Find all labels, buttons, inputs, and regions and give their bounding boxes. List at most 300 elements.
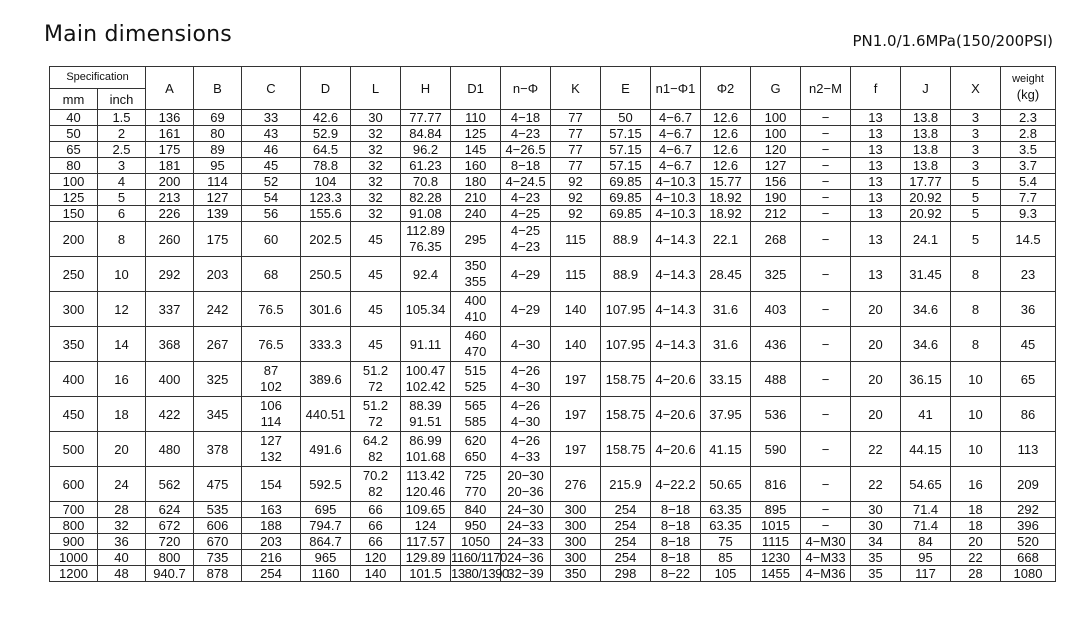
table-cell: 8−22 <box>651 566 701 582</box>
cell-line: 88.39 <box>409 398 442 413</box>
table-cell: 18.92 <box>701 190 751 206</box>
table-cell <box>451 292 501 327</box>
table-cell: 28.45 <box>701 257 751 292</box>
table-cell: 422 <box>146 397 194 432</box>
table-cell: 389.6 <box>301 362 351 397</box>
table-cell: 32 <box>351 206 401 222</box>
table-cell: 5 <box>951 222 1001 257</box>
table-row <box>50 502 1056 518</box>
table-cell: 254 <box>601 534 651 550</box>
table-cell: 200 <box>50 222 98 257</box>
table-cell: 292 <box>1001 502 1056 518</box>
table-cell: 23 <box>1001 257 1056 292</box>
table-cell: 4−14.3 <box>651 327 701 362</box>
table-cell: 488 <box>751 362 801 397</box>
table-cell: 18 <box>951 502 1001 518</box>
table-cell: 5.4 <box>1001 174 1056 190</box>
table-cell: 85 <box>701 550 751 566</box>
table-cell: 156 <box>751 174 801 190</box>
table-cell: 436 <box>751 327 801 362</box>
table-cell: 68 <box>242 257 301 292</box>
table-cell: 210 <box>451 190 501 206</box>
table-cell: 4−25 <box>501 206 551 222</box>
table-cell: 24−36 <box>501 550 551 566</box>
cell-line: 70.2 <box>362 468 389 483</box>
table-cell: 1230 <box>751 550 801 566</box>
table-cell: 84 <box>901 534 951 550</box>
table-cell: 63.35 <box>701 502 751 518</box>
table-cell: 77 <box>551 142 601 158</box>
cell-line: 650 <box>464 449 487 464</box>
table-cell: − <box>801 502 851 518</box>
table-cell: 735 <box>194 550 242 566</box>
table-cell: 3 <box>951 142 1001 158</box>
table-cell: 8 <box>951 292 1001 327</box>
table-cell: 695 <box>301 502 351 518</box>
table-cell: 104 <box>301 174 351 190</box>
table-cell: 197 <box>551 397 601 432</box>
table-cell: 240 <box>451 206 501 222</box>
table-cell <box>401 467 451 502</box>
table-cell <box>401 432 451 467</box>
table-cell: 8−18 <box>501 158 551 174</box>
table-cell: 13.8 <box>901 110 951 126</box>
table-cell: 403 <box>751 292 801 327</box>
table-cell: 33 <box>242 110 301 126</box>
table-cell: 30 <box>351 110 401 126</box>
table-cell: 276 <box>551 467 601 502</box>
table-cell: 4−6.7 <box>651 142 701 158</box>
cell-line: 4−33 <box>510 449 541 464</box>
cell-line: 101.68 <box>405 449 446 464</box>
table-cell: 18 <box>98 397 146 432</box>
table-cell: 22.1 <box>701 222 751 257</box>
table-cell: 75 <box>701 534 751 550</box>
table-cell <box>351 467 401 502</box>
table-row <box>50 257 1056 292</box>
cell-line: 585 <box>464 414 487 429</box>
table-row <box>50 206 1056 222</box>
table-cell: 345 <box>194 397 242 432</box>
table-cell: 139 <box>194 206 242 222</box>
table-row <box>50 550 1056 566</box>
table-row <box>50 566 1056 582</box>
table-row <box>50 432 1056 467</box>
table-cell: 107.95 <box>601 327 651 362</box>
column-header: n−Φ <box>501 67 551 110</box>
table-cell: 4−M30 <box>801 534 851 550</box>
table-cell: 4−18 <box>501 110 551 126</box>
table-cell: 114 <box>194 174 242 190</box>
table-cell: 117.57 <box>401 534 451 550</box>
table-cell: 88.9 <box>601 257 651 292</box>
table-cell: 115 <box>551 257 601 292</box>
table-cell: 2.3 <box>1001 110 1056 126</box>
table-cell: 54 <box>242 190 301 206</box>
table-cell: 624 <box>146 502 194 518</box>
table-cell: 440.51 <box>301 397 351 432</box>
table-cell: 32 <box>351 126 401 142</box>
table-cell: 66 <box>351 534 401 550</box>
table-cell: 4−M36 <box>801 566 851 582</box>
table-cell: 86 <box>1001 397 1056 432</box>
cell-line: 120.46 <box>405 484 446 499</box>
table-cell: 140 <box>551 327 601 362</box>
table-cell: 864.7 <box>301 534 351 550</box>
cell-line: 91.51 <box>409 414 442 429</box>
table-cell: 1000 <box>50 550 98 566</box>
table-cell: 129.89 <box>401 550 451 566</box>
table-cell: 80 <box>194 126 242 142</box>
table-cell: 57.15 <box>601 142 651 158</box>
table-cell: 13 <box>851 110 901 126</box>
column-header: C <box>242 67 301 110</box>
cell-line: 4−30 <box>510 379 541 394</box>
table-cell: − <box>801 432 851 467</box>
table-cell: 28 <box>98 502 146 518</box>
table-cell: 3.7 <box>1001 158 1056 174</box>
table-cell: 20 <box>98 432 146 467</box>
table-cell: 13.8 <box>901 158 951 174</box>
table-cell: 2.8 <box>1001 126 1056 142</box>
table-cell: 300 <box>551 518 601 534</box>
column-header: K <box>551 67 601 110</box>
cell-line: 350 <box>464 258 487 273</box>
table-cell <box>451 432 501 467</box>
table-cell <box>501 397 551 432</box>
table-cell: 3 <box>98 158 146 174</box>
cell-line: 51.2 <box>362 363 389 378</box>
table-cell: 4−29 <box>501 257 551 292</box>
table-cell <box>501 222 551 257</box>
cell-line: 51.2 <box>362 398 389 413</box>
cell-line: 132 <box>260 449 282 464</box>
table-cell: 700 <box>50 502 98 518</box>
table-cell: − <box>801 126 851 142</box>
table-cell: − <box>801 518 851 534</box>
table-cell: 45 <box>351 257 401 292</box>
table-cell: 123.3 <box>301 190 351 206</box>
table-cell: − <box>801 397 851 432</box>
table-cell: 100 <box>751 110 801 126</box>
table-cell: 300 <box>551 550 601 566</box>
table-cell: 4−24.5 <box>501 174 551 190</box>
table-cell: 9.3 <box>1001 206 1056 222</box>
table-cell: 35 <box>851 566 901 582</box>
cell-line: 72 <box>368 379 383 394</box>
table-cell: 5 <box>951 206 1001 222</box>
table-cell: 4−10.3 <box>651 190 701 206</box>
weight-unit: (kg) <box>1016 87 1040 102</box>
table-cell: 480 <box>146 432 194 467</box>
table-cell <box>501 362 551 397</box>
table-cell: 95 <box>901 550 951 566</box>
table-cell: 209 <box>1001 467 1056 502</box>
table-cell: 69.85 <box>601 174 651 190</box>
table-cell: 5 <box>98 190 146 206</box>
table-cell: 92 <box>551 206 601 222</box>
inch-header: inch <box>98 89 146 110</box>
table-row <box>50 327 1056 362</box>
cell-line: 565 <box>464 398 487 413</box>
table-cell: 536 <box>751 397 801 432</box>
cell-line: 64.2 <box>362 433 389 448</box>
cell-line: 460 <box>464 328 487 343</box>
table-cell: 109.65 <box>401 502 451 518</box>
table-cell: 50 <box>50 126 98 142</box>
table-cell: 36 <box>1001 292 1056 327</box>
table-cell: 77.77 <box>401 110 451 126</box>
table-cell: 1015 <box>751 518 801 534</box>
table-cell: 3 <box>951 110 1001 126</box>
column-header: G <box>751 67 801 110</box>
table-cell: 13 <box>851 190 901 206</box>
cell-line: 100.47 <box>405 363 446 378</box>
cell-line: 525 <box>464 379 487 394</box>
table-cell: 32 <box>351 142 401 158</box>
table-cell: 8 <box>98 222 146 257</box>
table-cell: 160 <box>451 158 501 174</box>
table-cell: 592.5 <box>301 467 351 502</box>
table-cell: 34.6 <box>901 292 951 327</box>
table-cell: 71.4 <box>901 518 951 534</box>
table-cell: 71.4 <box>901 502 951 518</box>
table-cell: 92 <box>551 174 601 190</box>
table-cell: − <box>801 190 851 206</box>
table-cell: 950 <box>451 518 501 534</box>
table-cell: − <box>801 467 851 502</box>
table-cell: 295 <box>451 222 501 257</box>
table-cell: 113 <box>1001 432 1056 467</box>
table-cell: 10 <box>98 257 146 292</box>
table-cell: − <box>801 110 851 126</box>
table-cell: 878 <box>194 566 242 582</box>
table-cell: 13 <box>851 142 901 158</box>
dimensions-table <box>49 66 1056 582</box>
table-cell: 450 <box>50 397 98 432</box>
table-cell: 12.6 <box>701 110 751 126</box>
table-cell: 670 <box>194 534 242 550</box>
table-cell: 181 <box>146 158 194 174</box>
table-cell: 28 <box>951 566 1001 582</box>
table-cell: 13 <box>851 206 901 222</box>
table-cell: 337 <box>146 292 194 327</box>
table-cell: 140 <box>551 292 601 327</box>
table-cell: 16 <box>951 467 1001 502</box>
table-cell: 48 <box>98 566 146 582</box>
table-cell: 325 <box>751 257 801 292</box>
table-cell: 378 <box>194 432 242 467</box>
table-cell: 267 <box>194 327 242 362</box>
cell-line: 112.89 <box>406 223 445 238</box>
table-cell: 350 <box>551 566 601 582</box>
table-cell: − <box>801 257 851 292</box>
table-cell: 10 <box>951 432 1001 467</box>
table-cell: 333.3 <box>301 327 351 362</box>
specification-header: Specification <box>50 67 146 89</box>
table-cell: 500 <box>50 432 98 467</box>
table-cell: 17.77 <box>901 174 951 190</box>
table-row <box>50 362 1056 397</box>
table-cell: 161 <box>146 126 194 142</box>
table-cell: 105 <box>701 566 751 582</box>
table-cell: 13.8 <box>901 126 951 142</box>
table-cell: 77 <box>551 158 601 174</box>
table-cell: 22 <box>851 432 901 467</box>
table-cell: 163 <box>242 502 301 518</box>
table-cell <box>351 432 401 467</box>
cell-line: 82 <box>368 449 383 464</box>
table-cell: 45 <box>1001 327 1056 362</box>
table-cell: 4−20.6 <box>651 362 701 397</box>
table-cell: 212 <box>751 206 801 222</box>
table-cell: 65 <box>50 142 98 158</box>
table-cell: 42.6 <box>301 110 351 126</box>
table-cell: 965 <box>301 550 351 566</box>
table-cell: 12.6 <box>701 142 751 158</box>
table-cell: 92 <box>551 190 601 206</box>
table-cell: 50 <box>601 110 651 126</box>
table-cell: 4−29 <box>501 292 551 327</box>
table-cell: 298 <box>601 566 651 582</box>
table-row <box>50 174 1056 190</box>
table-cell <box>401 362 451 397</box>
table-cell: 400 <box>146 362 194 397</box>
table-cell: 254 <box>242 566 301 582</box>
table-cell: 69.85 <box>601 190 651 206</box>
table-cell: 4−23 <box>501 190 551 206</box>
table-cell: 37.95 <box>701 397 751 432</box>
table-cell: 4−22.2 <box>651 467 701 502</box>
table-cell: 197 <box>551 362 601 397</box>
table-cell: 268 <box>751 222 801 257</box>
table-cell <box>351 397 401 432</box>
cell-line: 20−30 <box>507 468 544 483</box>
table-cell: 325 <box>194 362 242 397</box>
table-cell: 34 <box>851 534 901 550</box>
table-cell: 18.92 <box>701 206 751 222</box>
table-cell: 242 <box>194 292 242 327</box>
table-cell: 20 <box>851 397 901 432</box>
cell-line: 4−23 <box>510 239 541 254</box>
table-cell: 4−20.6 <box>651 397 701 432</box>
column-header: D1 <box>451 67 501 110</box>
table-cell: 1115 <box>751 534 801 550</box>
table-cell: 475 <box>194 467 242 502</box>
table-cell: 8 <box>951 327 1001 362</box>
table-cell: 5 <box>951 174 1001 190</box>
table-cell: 82.28 <box>401 190 451 206</box>
table-cell <box>351 362 401 397</box>
table-cell: 1.5 <box>98 110 146 126</box>
table-cell: 5 <box>951 190 1001 206</box>
table-cell: 34.6 <box>901 327 951 362</box>
table-cell: 8−18 <box>651 502 701 518</box>
table-cell: 12.6 <box>701 126 751 142</box>
table-cell: 76.5 <box>242 327 301 362</box>
table-cell: 20 <box>851 292 901 327</box>
table-cell: 2.5 <box>98 142 146 158</box>
table-cell: 100 <box>50 174 98 190</box>
table-cell: 668 <box>1001 550 1056 566</box>
table-cell: 895 <box>751 502 801 518</box>
table-cell: 36.15 <box>901 362 951 397</box>
table-cell: 202.5 <box>301 222 351 257</box>
table-cell: 600 <box>50 467 98 502</box>
table-cell: 13 <box>851 222 901 257</box>
cell-line: 4−26 <box>510 433 541 448</box>
cell-line: 515 <box>464 363 487 378</box>
cell-line: 470 <box>464 344 487 359</box>
table-cell: 350 <box>50 327 98 362</box>
column-header: E <box>601 67 651 110</box>
table-cell: − <box>801 222 851 257</box>
table-cell: 158.75 <box>601 362 651 397</box>
column-header: J <box>901 67 951 110</box>
table-cell <box>401 222 451 257</box>
table-cell: 115 <box>551 222 601 257</box>
column-header: n1−Φ1 <box>651 67 701 110</box>
cell-line: 82 <box>368 484 383 499</box>
column-header: Φ2 <box>701 67 751 110</box>
table-cell: 300 <box>50 292 98 327</box>
table-cell <box>242 432 301 467</box>
cell-line: 102.42 <box>405 379 446 394</box>
table-cell: 150 <box>50 206 98 222</box>
table-cell: 24−30 <box>501 502 551 518</box>
table-cell: 32 <box>351 190 401 206</box>
table-cell <box>501 432 551 467</box>
table-cell: 4 <box>98 174 146 190</box>
table-cell: 22 <box>951 550 1001 566</box>
table-row <box>50 467 1056 502</box>
table-cell: 4−14.3 <box>651 257 701 292</box>
table-cell: 2 <box>98 126 146 142</box>
table-cell: 120 <box>351 550 401 566</box>
table-cell: 45 <box>351 292 401 327</box>
table-cell: 260 <box>146 222 194 257</box>
table-cell: 180 <box>451 174 501 190</box>
cell-line: 725 <box>464 468 487 483</box>
table-cell: 31.6 <box>701 327 751 362</box>
table-cell: 4−30 <box>501 327 551 362</box>
table-cell: 794.7 <box>301 518 351 534</box>
table-cell: 84.84 <box>401 126 451 142</box>
table-cell: − <box>801 174 851 190</box>
table-cell: 216 <box>242 550 301 566</box>
table-row <box>50 142 1056 158</box>
table-cell: 120 <box>751 142 801 158</box>
table-cell: 69 <box>194 110 242 126</box>
table-cell: 155.6 <box>301 206 351 222</box>
table-cell: 127 <box>751 158 801 174</box>
table-cell: − <box>801 142 851 158</box>
table-cell: 10 <box>951 397 1001 432</box>
table-cell: 14 <box>98 327 146 362</box>
table-cell <box>451 362 501 397</box>
table-cell <box>501 467 551 502</box>
cell-line: 127 <box>260 433 282 448</box>
table-cell: 36 <box>98 534 146 550</box>
table-row <box>50 292 1056 327</box>
table-cell: 88.9 <box>601 222 651 257</box>
cell-line: 410 <box>464 309 487 324</box>
table-row <box>50 534 1056 550</box>
table-cell: 18 <box>951 518 1001 534</box>
table-cell: 292 <box>146 257 194 292</box>
table-cell: 396 <box>1001 518 1056 534</box>
table-cell: 1380/1390 <box>451 566 509 581</box>
